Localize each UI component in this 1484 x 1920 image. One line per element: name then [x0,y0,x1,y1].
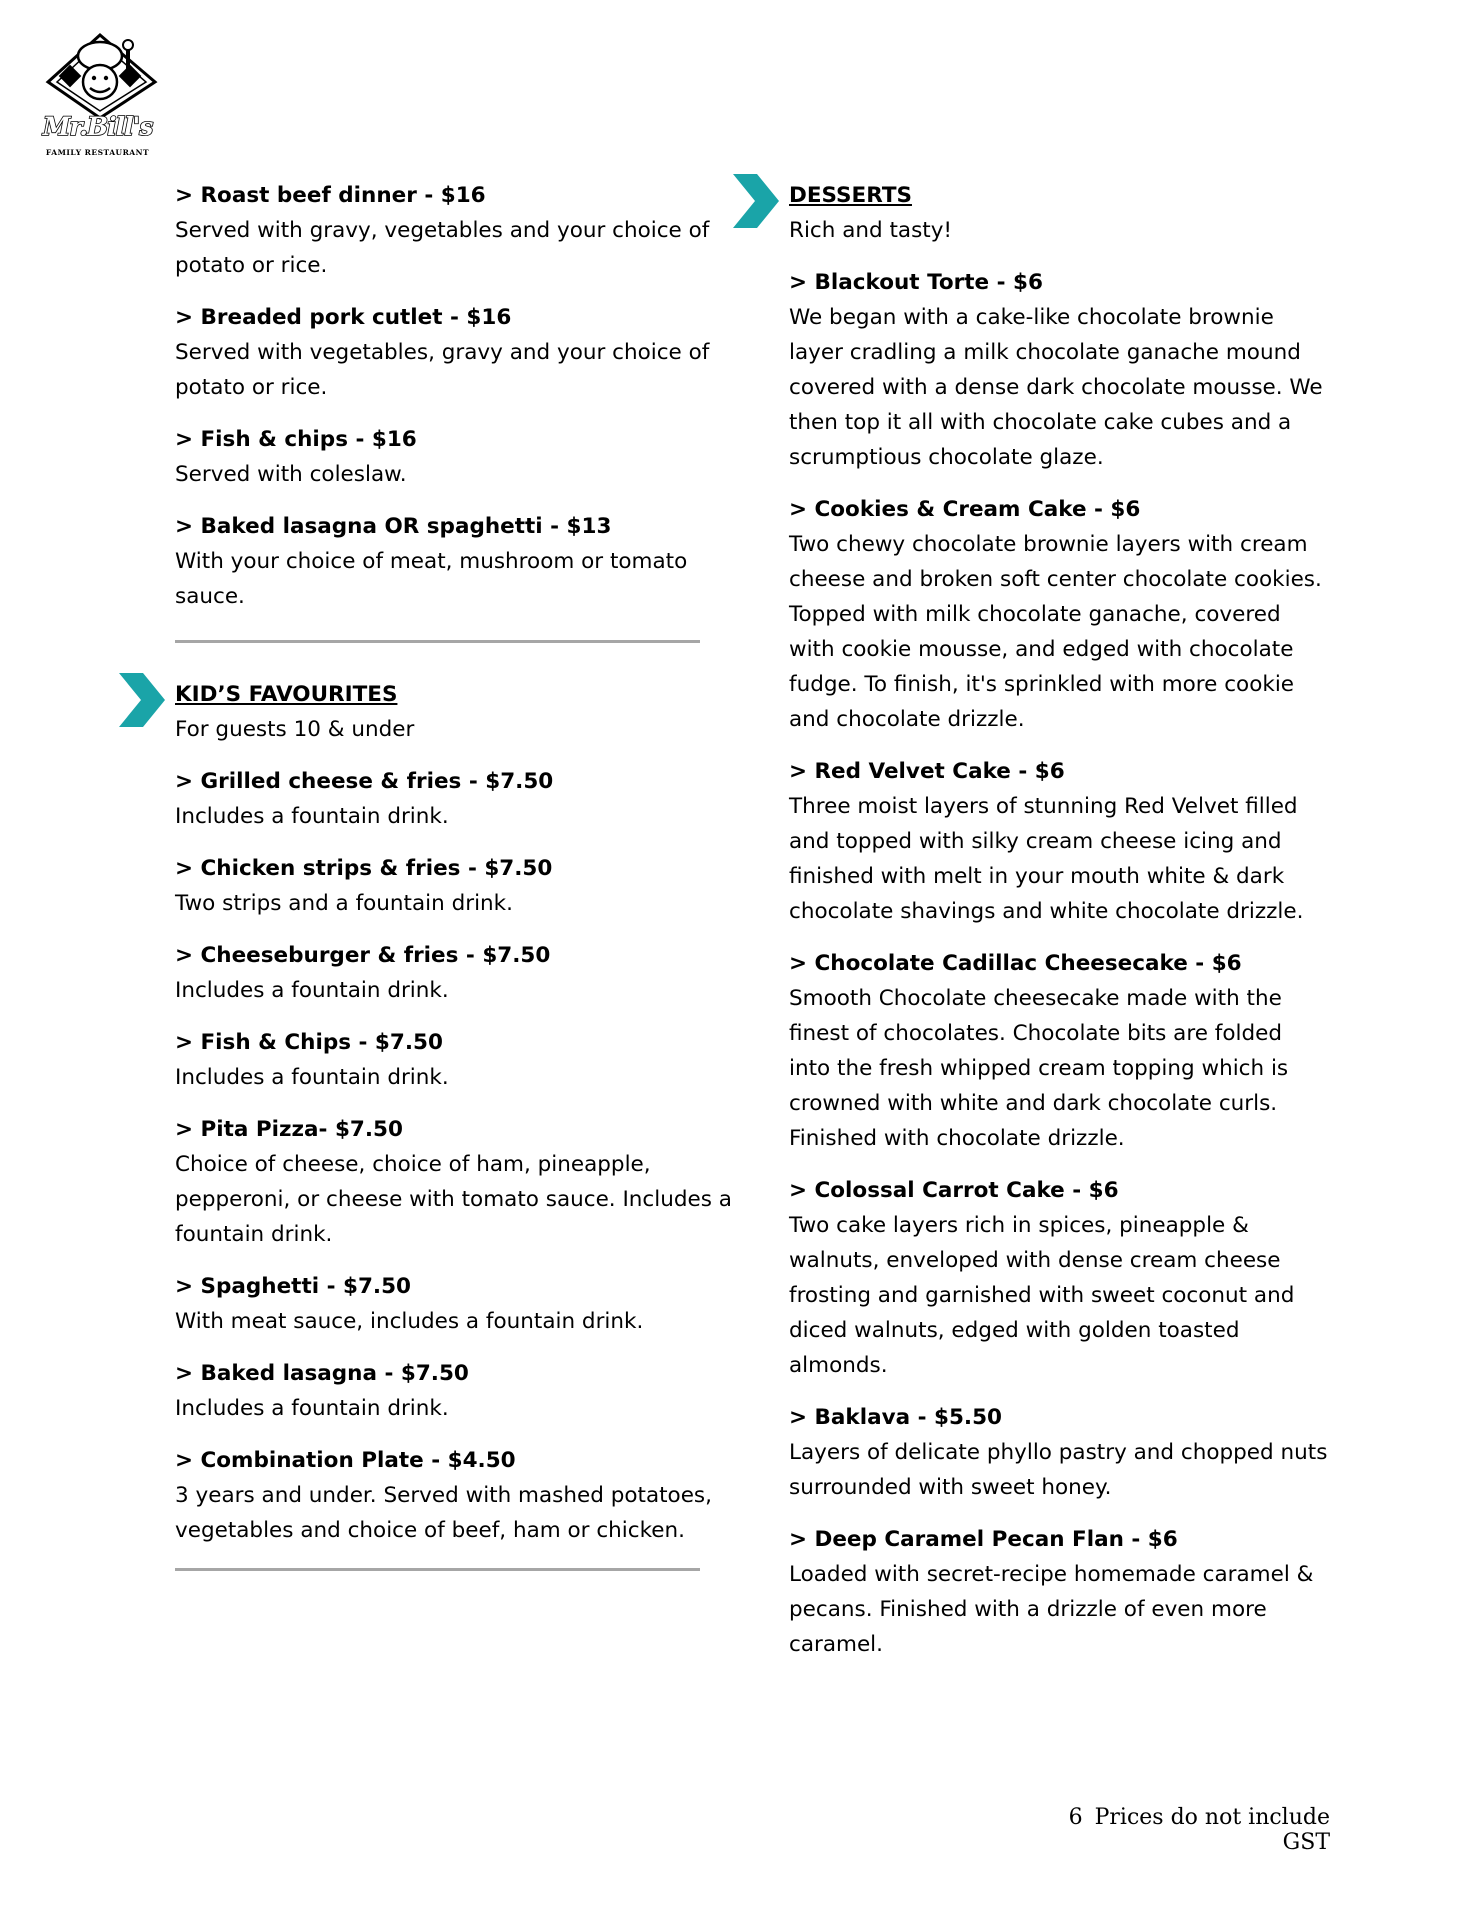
menu-item [175,1269,735,1339]
item-title: > Fish & chips - $16 [175,427,417,452]
page-footer [1025,1805,1330,1855]
item-description: We began with a cake-like chocolate brownie layer cradling a milk chocolate ganache mound covered with a dense dark chocolate mousse. We then top it all with chocolate cake cubes and a scrumptious chocolate glaze. [789,305,1323,470]
item-description: Two strips and a fountain drink. [175,891,513,916]
menu-item [175,1443,735,1548]
section-title: DESSERTS [789,183,912,208]
right-column [789,178,1329,1679]
chevron-right-icon [731,172,781,230]
item-title: > Spaghetti - $7.50 [175,1274,411,1299]
menu-item [789,1173,1329,1383]
menu-item [175,509,735,614]
item-description: Smooth Chocolate cheesecake made with the finest of chocolates. Chocolate bits are folded into the fresh whipped cream topping which is crowned with white and dark chocolate curls. Finished with chocolate drizzle. [789,986,1289,1151]
menu-item [175,300,735,405]
logo-brand-name: Mr.Bill's [42,112,153,141]
item-description: Served with gravy, vegetables and your choice of potato or rice. [175,218,710,278]
item-title: > Grilled cheese & fries - $7.50 [175,769,554,794]
menu-item [175,1356,735,1426]
item-title: > Blackout Torte - $6 [789,270,1043,295]
desserts-section-header [789,178,1329,248]
item-title: > Fish & Chips - $7.50 [175,1030,443,1055]
item-description: With meat sauce, includes a fountain drink. [175,1309,644,1334]
menu-item [789,1400,1329,1505]
item-title: > Baklava - $5.50 [789,1405,1002,1430]
item-title: > Cookies & Cream Cake - $6 [789,497,1141,522]
menu-item [175,1112,735,1252]
item-description: Includes a fountain drink. [175,1065,449,1090]
menu-item [175,422,735,492]
kids-section-header [175,677,735,747]
item-title: > Baked lasagna - $7.50 [175,1361,469,1386]
item-title: > Breaded pork cutlet - $16 [175,305,512,330]
logo-subtitle: FAMILY RESTAURANT [45,148,150,157]
item-title: > Chicken strips & fries - $7.50 [175,856,553,881]
chevron-right-icon [117,671,167,729]
item-description: Includes a fountain drink. [175,978,449,1003]
menu-item [175,178,735,283]
item-title: > Baked lasagna OR spaghetti - $13 [175,514,612,539]
item-description: Includes a fountain drink. [175,1396,449,1421]
item-title: > Colossal Carrot Cake - $6 [789,1178,1119,1203]
menu-item [175,764,735,834]
menu-item [789,492,1329,737]
section-subtitle: For guests 10 & under [175,717,415,742]
section-subtitle: Rich and tasty! [789,218,953,243]
item-title: > Deep Caramel Pecan Flan - $6 [789,1527,1178,1552]
item-title: > Combination Plate - $4.50 [175,1448,516,1473]
item-description: Served with vegetables, gravy and your choice of potato or rice. [175,340,710,400]
item-description: Includes a fountain drink. [175,804,449,829]
item-description: Layers of delicate phyllo pastry and chopped nuts surrounded with sweet honey. [789,1440,1328,1500]
menu-item [789,946,1329,1156]
menu-item [789,1522,1329,1662]
left-column [175,178,735,1605]
menu-item [175,1025,735,1095]
menu-item [175,851,735,921]
item-description: Choice of cheese, choice of ham, pineapple, pepperoni, or cheese with tomato sauce. Includes a fountain drink. [175,1152,732,1247]
item-description: Loaded with secret-recipe homemade caramel & pecans. Finished with a drizzle of even more caramel. [789,1562,1314,1657]
restaurant-logo [30,30,165,160]
item-description: Served with coleslaw. [175,462,407,487]
menu-item [789,265,1329,475]
page-number: 6 [1068,1805,1083,1830]
item-title: > Red Velvet Cake - $6 [789,759,1065,784]
item-title: > Chocolate Cadillac Cheesecake - $6 [789,951,1242,976]
section-title: KID’S FAVOURITES [175,682,398,707]
section-divider [175,1568,700,1571]
item-description: Two cake layers rich in spices, pineapple & walnuts, enveloped with dense cream cheese frosting and garnished with sweet coconut and diced walnuts, edged with golden toasted almonds. [789,1213,1295,1378]
section-divider [175,640,700,643]
menu-item [789,754,1329,929]
chef-emblem-icon [30,30,165,120]
item-description: Two chewy chocolate brownie layers with cream cheese and broken soft center chocolate cookies. Topped with milk chocolate ganache, covered with cookie mousse, and edged with chocolate fudge. To finish, it's sprinkled with more cookie and chocolate drizzle. [789,532,1322,732]
item-description: With your choice of meat, mushroom or tomato sauce. [175,549,688,609]
tax-note: Prices do not include GST [1094,1805,1330,1855]
item-description: Three moist layers of stunning Red Velvet filled and topped with silky cream cheese icing and finished with melt in your mouth white & dark chocolate shavings and white chocolate drizzle. [789,794,1304,924]
item-title: > Roast beef dinner - $16 [175,183,486,208]
item-title: > Cheeseburger & fries - $7.50 [175,943,551,968]
item-title: > Pita Pizza- $7.50 [175,1117,403,1142]
menu-item [175,938,735,1008]
item-description: 3 years and under. Served with mashed potatoes, vegetables and choice of beef, ham or chicken. [175,1483,712,1543]
